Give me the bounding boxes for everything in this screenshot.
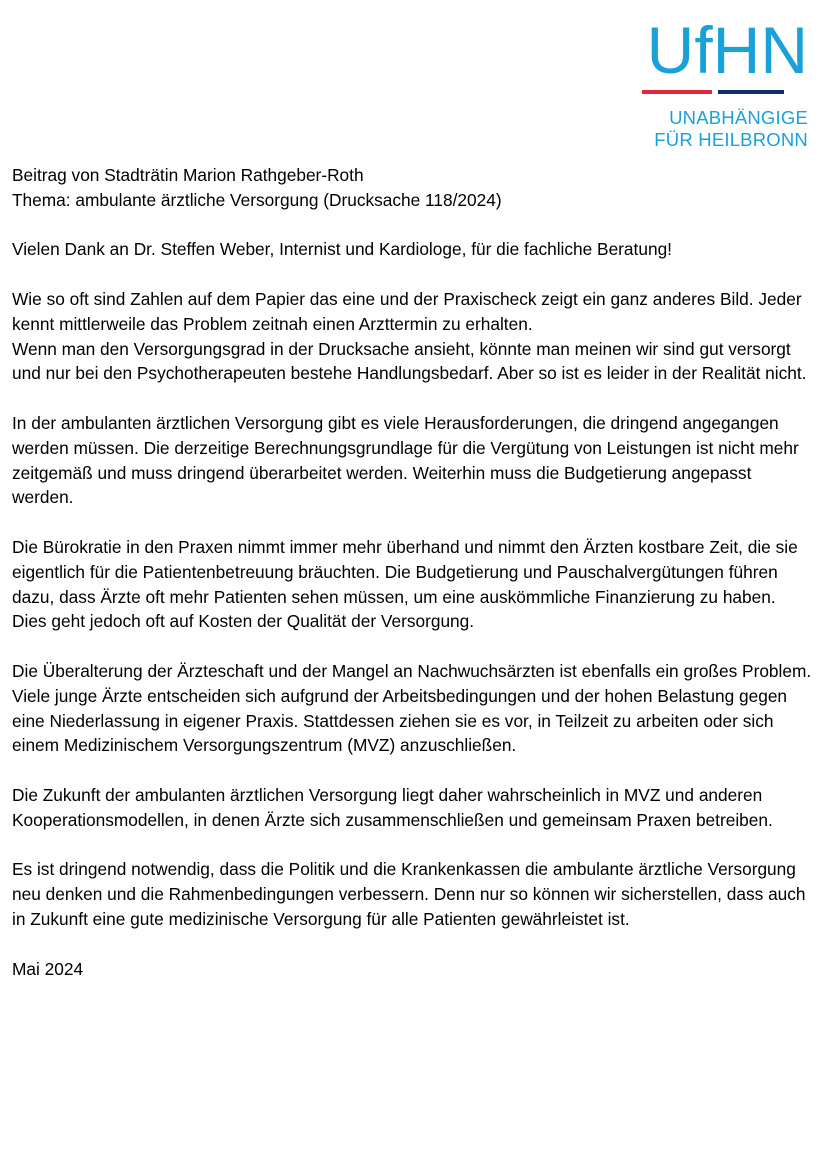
document-body [12,163,812,1006]
logo-red-bar [642,90,712,94]
logo-subtitle-line2: FÜR HEILBRONN [654,129,808,150]
logo-navy-bar [718,90,784,94]
paragraph-intro-part1: Wie so oft sind Zahlen auf dem Papier das eine und der Praxischeck zeigt ein ganz anderes Bild. Jeder kennt mittlerweile das Problem zeitnah einen Arzttermin zu erhalten. [12,288,802,334]
paragraph-challenges: In der ambulanten ärztlichen Versorgung gibt es viele Herausforderungen, die dringend angegangen werden müssen. Die derzeitige Berechnungsgrundlage für die Vergütung von Leistungen ist nicht mehr zeitgemäß und muss dringend überarbeitet werden. Weiterhin muss die Budgetierung angepasst werden. [12,412,799,508]
author-line: Beitrag von Stadträtin Marion Rathgeber-Roth [12,165,364,185]
paragraph-conclusion: Es ist dringend notwendig, dass die Politik und die Krankenkassen die ambulante ärztliche Versorgung neu denken und die Rahmenbedingungen verbessern. Denn nur so können wir sicherstellen, dass auch in Zukunft eine gute medizinische Versorgung für alle Patienten gewährleistet ist. [12,859,806,929]
logo-subtitle-line1: UNABHÄNGIGE [669,107,808,128]
paragraph-aging: Die Überalterung der Ärzteschaft und der Mangel an Nachwuchsärzten ist ebenfalls ein großes Problem. Viele junge Ärzte entscheiden sich aufgrund der Arbeitsbedingungen und der hohen Belastung gegen eine Niederlassung in eigener Praxis. Stattdessen ziehen sie es vor, in Teilzeit zu arbeiten oder sich einem Medizinischem Versorgungszentrum (MVZ) anzuschließen. [12,660,812,756]
paragraph-thanks: Vielen Dank an Dr. Steffen Weber, Internist und Kardiologe, für die fachliche Beratung! [12,239,672,260]
document-header [12,163,812,213]
document-date: Mai 2024 [12,958,84,979]
topic-line: Thema: ambulante ärztliche Versorgung (Drucksache 118/2024) [12,189,502,210]
paragraph-intro [12,287,812,386]
paragraph-intro-part2: Wenn man den Versorgungsgrad in der Drucksache ansieht, könnte man meinen wir sind gut versorgt und nur bei den Psychotherapeuten bestehe Handlungsbedarf. Aber so ist es leider in der Realität nicht. [12,338,807,384]
paragraph-bureaucracy: Die Bürokratie in den Praxen nimmt immer mehr überhand und nimmt den Ärzten kostbare Zeit, die sie eigentlich für die Patientenbetreuung bräuchten. Die Budgetierung und Pauschalvergütungen führen dazu, dass Ärzte oft mehr Patienten sehen müssen, um eine auskömmliche Finanzierung zu haben. Dies geht jedoch oft auf Kosten der Qualität der Versorgung. [12,536,798,632]
ufhn-logo [630,14,808,154]
logo-wordmark: UfHN [646,13,808,87]
paragraph-future: Die Zukunft der ambulanten ärztlichen Versorgung liegt daher wahrscheinlich in MVZ und anderen Kooperationsmodellen, in denen Ärzte sich zusammenschließen und gemeinsam Praxen betreiben. [12,784,773,830]
logo-subtitle [630,107,808,151]
